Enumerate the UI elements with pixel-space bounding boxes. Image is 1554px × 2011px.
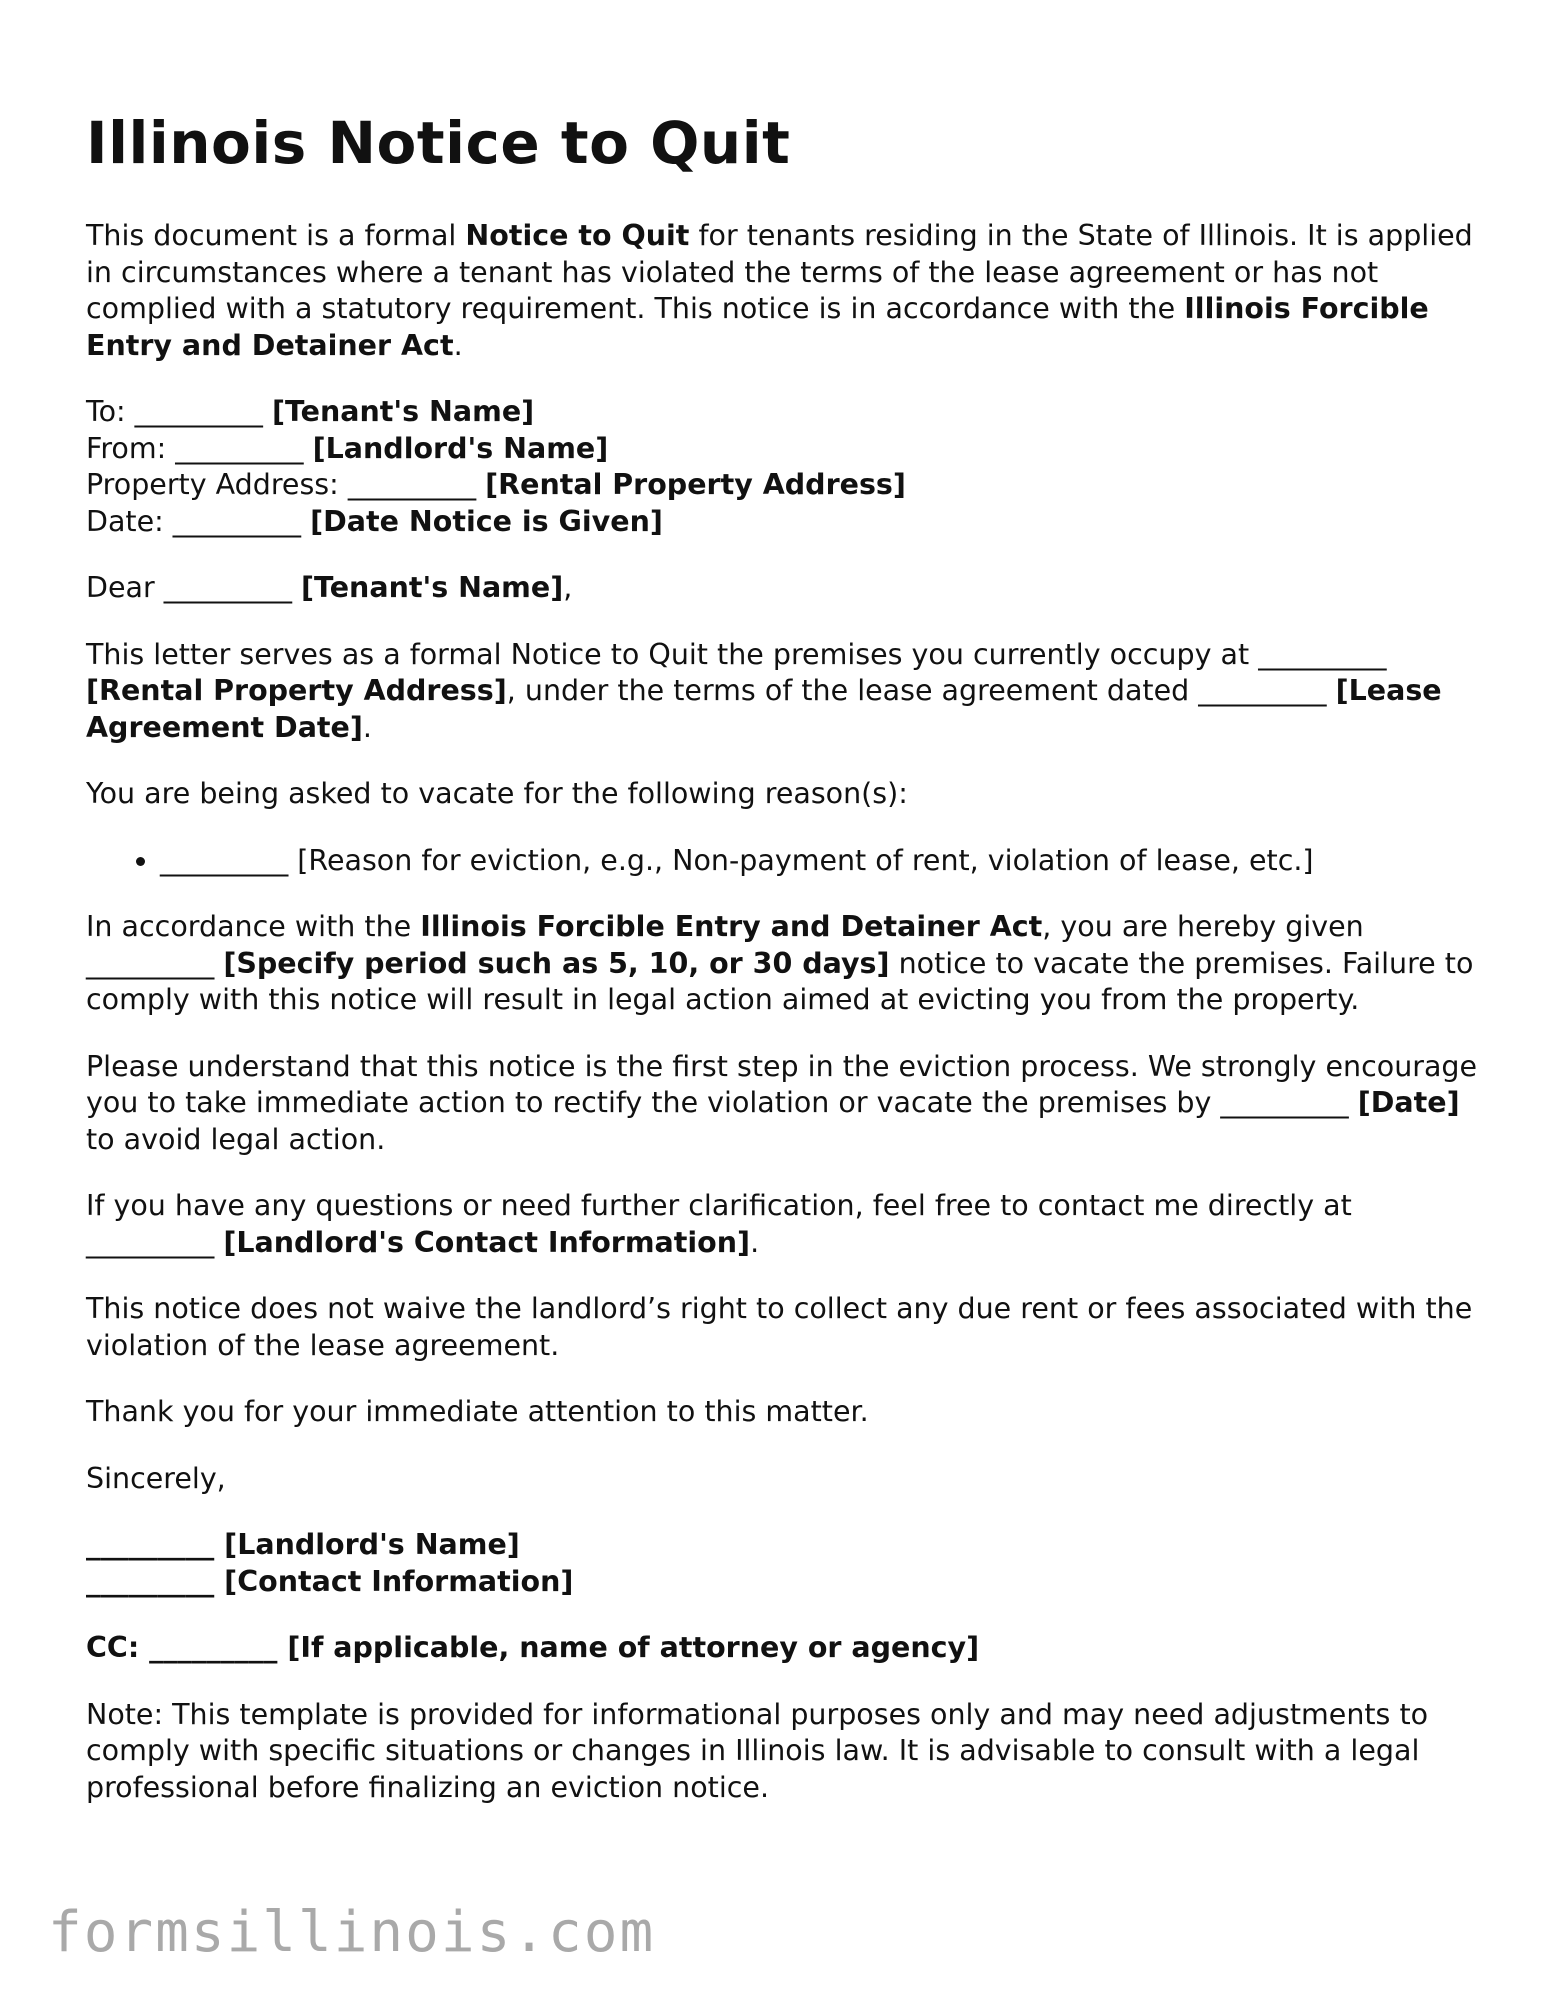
to-line: To: _________ [Tenant's Name] xyxy=(86,395,535,428)
document-page xyxy=(86,108,1486,1806)
waiver-paragraph: This notice does not waive the landlord’s right to collect any due rent or fees associated with the violation of the lease agreement. xyxy=(86,1292,1473,1362)
property-address-line: Property Address: _________ [Rental Property Address] xyxy=(86,468,906,501)
closing: Sincerely, xyxy=(86,1461,226,1495)
reasons-list xyxy=(86,843,1486,880)
cc-line: CC: _________ [If applicable, name of attorney or agency] xyxy=(86,1631,980,1664)
document-title: Illinois Notice to Quit xyxy=(86,109,791,177)
signature-block xyxy=(86,1527,1486,1600)
signature-contact: _________ [Contact Information] xyxy=(86,1564,574,1598)
notice-paragraph: This letter serves as a formal Notice to Quit the premises you currently occupy at _________ [Rental Property Address], under the terms of the lease agreement dated _________ [Lease Agreement Date]. xyxy=(86,637,1442,744)
first-step-paragraph: Please understand that this notice is the first step in the eviction process. We strongly encourage you to take immediate action to rectify the violation or vacate the premises by _________ [Date] to avoid legal action. xyxy=(86,1049,1478,1156)
reasons-intro: You are being asked to vacate for the following reason(s): xyxy=(86,777,908,810)
intro-paragraph: This document is a formal Notice to Quit for tenants residing in the State of Illinois. It is applied in circumstances where a tenant has violated the terms of the lease agreement or has not complied with a statutory requirement. This notice is in accordance with the Illinois Forcible Entry and Detainer Act. xyxy=(86,219,1473,362)
note-paragraph: Note: This template is provided for informational purposes only and may need adjustments to comply with specific situations or changes in Illinois law. It is advisable to consult with a legal professional before finalizing an eviction notice. xyxy=(86,1697,1429,1804)
notice-period-paragraph: In accordance with the Illinois Forcible Entry and Detainer Act, you are hereby given _________ [Specify period such as 5, 10, or 30 days] notice to vacate the premises. Failure to comply with this notice will result in legal action aimed at evicting you from the property. xyxy=(86,910,1474,1016)
salutation: Dear _________ [Tenant's Name], xyxy=(86,571,573,604)
watermark: formsillinois.com xyxy=(48,1900,656,1965)
from-line: From: _________ [Landlord's Name] xyxy=(86,431,609,465)
list-item: • _________ [Reason for eviction, e.g., Non-payment of rent, violation of lease, etc.] xyxy=(160,843,1486,880)
header-fields xyxy=(86,394,1486,540)
signature-name: _________ [Landlord's Name] xyxy=(86,1528,520,1561)
thank-you-paragraph: Thank you for your immediate attention to this matter. xyxy=(86,1395,869,1428)
contact-paragraph: If you have any questions or need further clarification, feel free to contact me directly at _________ [Landlord's Contact Information]. xyxy=(86,1189,1352,1259)
date-line: Date: _________ [Date Notice is Given] xyxy=(86,504,663,538)
